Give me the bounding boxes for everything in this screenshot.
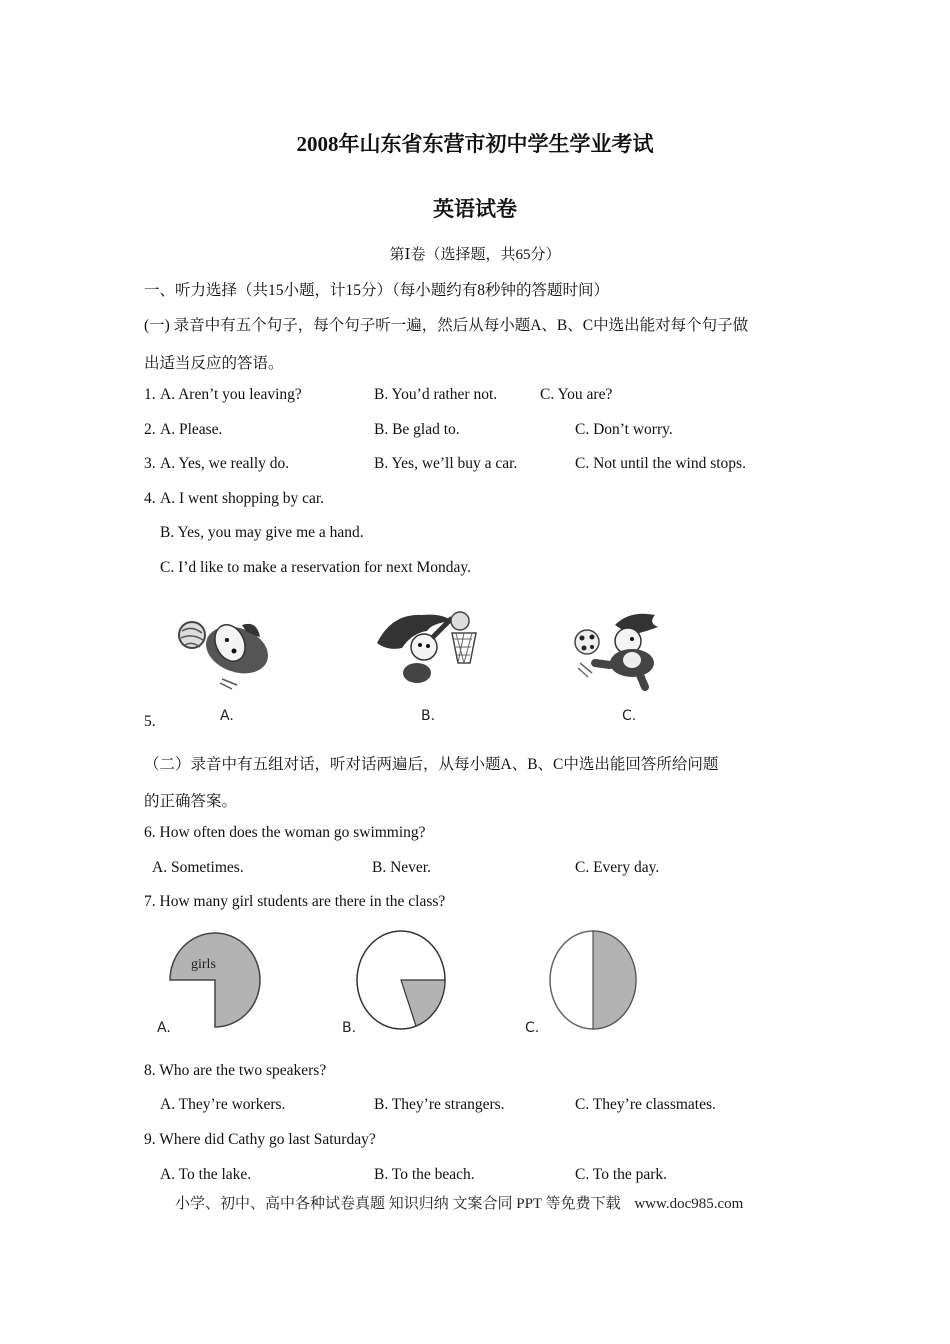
pie-chart-c <box>548 928 640 1033</box>
option-a: A. Sometimes. <box>152 859 244 876</box>
option-a: A. Please. <box>160 421 223 438</box>
part2-instruction-line2: 的正确答案。 <box>144 793 238 810</box>
chart-label: A. <box>157 1020 171 1036</box>
option-c: C. Not until the wind stops. <box>575 455 746 472</box>
volleyball-mascot-icon <box>172 605 282 695</box>
question-number: 3. <box>144 455 156 472</box>
pie-slice-label: girls <box>191 957 216 972</box>
image-label: A. <box>220 708 234 724</box>
option-b: B. To the beach. <box>374 1166 475 1183</box>
part1-heading: 一、听力选择（共15小题，计15分）（每小题约有8秒钟的答题时间） <box>144 282 610 299</box>
option-b: B. Be glad to. <box>374 421 460 438</box>
option-a: A. To the lake. <box>160 1166 252 1183</box>
question-text: 6. How often does the woman go swimming? <box>144 824 426 841</box>
option-c: C. To the park. <box>575 1166 668 1183</box>
exam-subtitle: 英语试卷 <box>433 197 517 221</box>
pie-chart-a <box>165 928 265 1033</box>
part1-instruction-line1: (一) 录音中有五个句子，每个句子听一遍，然后从每小题A、B、C中选出能对每个句子做 <box>144 317 749 334</box>
option-a: A. They’re workers. <box>160 1096 286 1113</box>
option-b: B. You’d rather not. <box>374 386 498 403</box>
question-text: 8. Who are the two speakers? <box>144 1062 327 1079</box>
question-number: 5. <box>144 713 156 730</box>
footer-url-link[interactable]: www.doc985.com <box>634 1196 744 1212</box>
question-number: 4. <box>144 490 156 507</box>
question-number: 2. <box>144 421 156 438</box>
option-c: C. I’d like to make a reservation for next Monday. <box>160 559 472 576</box>
option-a: A. I went shopping by car. <box>160 490 325 507</box>
footer-text: 小学、初中、高中各种试卷真题 知识归纳 文案合同 PPT 等免费下载 <box>175 1196 621 1212</box>
option-c: C. Don’t worry. <box>575 421 673 438</box>
part2-instruction-line1: （二）录音中有五组对话，听对话两遍后，从每小题A、B、C中选出能回答所给问题 <box>144 756 719 773</box>
soccer-mascot-icon <box>570 605 670 695</box>
option-b: B. Yes, you may give me a hand. <box>160 524 364 541</box>
chart-label: B. <box>342 1020 357 1036</box>
option-a: A. Aren’t you leaving? <box>160 386 302 403</box>
basketball-mascot-icon <box>372 603 487 693</box>
option-c: C. You are? <box>540 386 613 403</box>
pie-chart-b <box>355 928 450 1033</box>
question-text: 7. How many girl students are there in the class? <box>144 893 446 910</box>
option-b: B. They’re strangers. <box>374 1096 505 1113</box>
part1-instruction-line2: 出适当反应的答语。 <box>144 355 284 372</box>
question-text: 9. Where did Cathy go last Saturday? <box>144 1131 376 1148</box>
option-a: A. Yes, we really do. <box>160 455 290 472</box>
footer <box>175 1192 743 1213</box>
option-c: C. Every day. <box>575 859 660 876</box>
question-number: 1. <box>144 386 156 403</box>
image-label: B. <box>421 708 436 724</box>
section-heading: 第Ⅰ卷（选择题，共65分） <box>389 247 561 263</box>
option-b: B. Never. <box>372 859 431 876</box>
option-c: C. They’re classmates. <box>575 1096 716 1113</box>
image-label: C. <box>622 708 637 724</box>
chart-label: C. <box>525 1020 540 1036</box>
exam-title: 2008年山东省东营市初中学生学业考试 <box>296 132 654 156</box>
option-b: B. Yes, we’ll buy a car. <box>374 455 518 472</box>
